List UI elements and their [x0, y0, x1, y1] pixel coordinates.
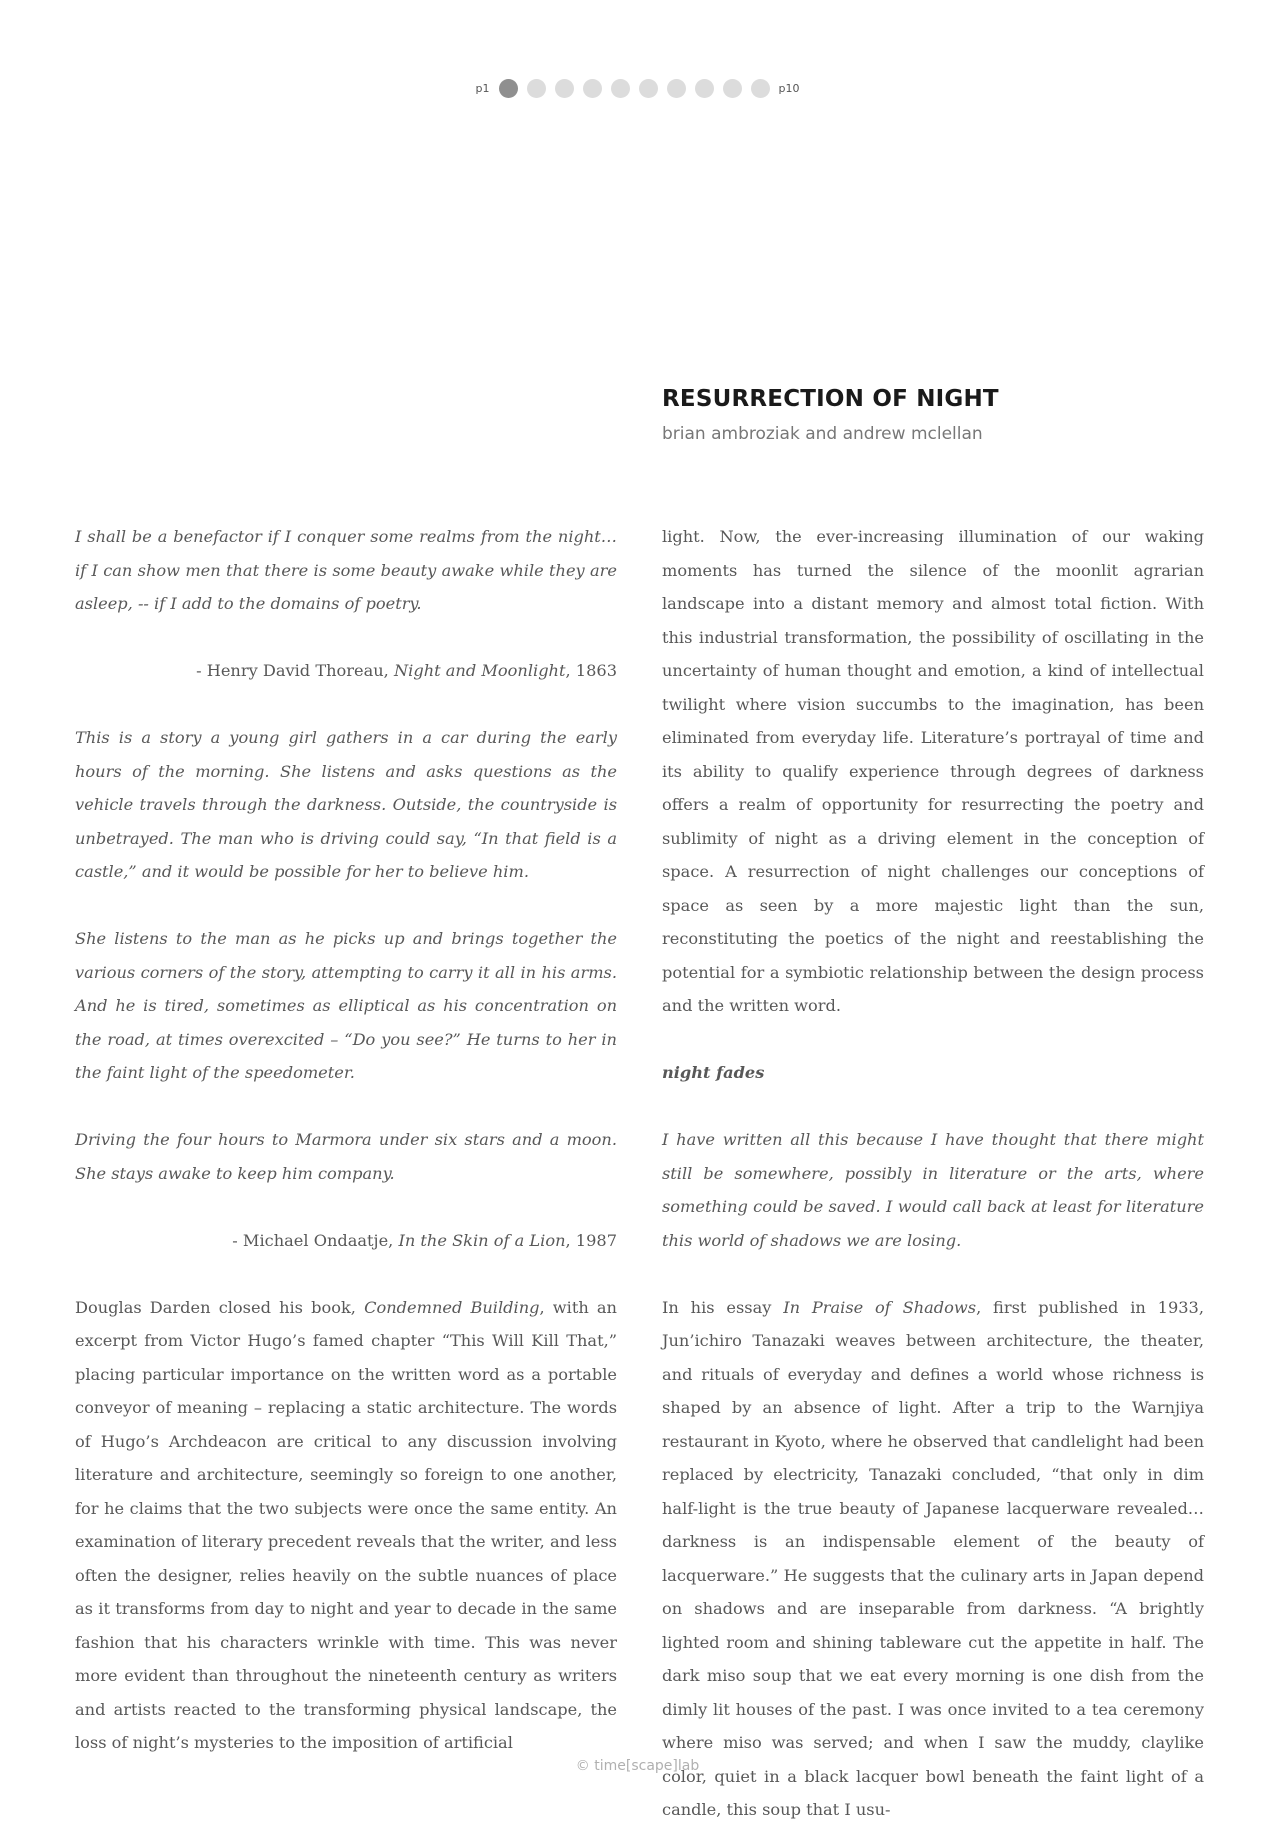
- thoreau-quote: I shall be a benefactor if I conquer some realms from the night…if I can show men that there is some beauty awake while they are asleep, -- if I add to the domains of poetry.: [75, 527, 617, 613]
- body-paragraph: [662, 1291, 1204, 1827]
- page-dot-9[interactable]: [723, 79, 742, 98]
- body-text: , with an excerpt from Victor Hugo’s famed chapter “This Will Kill That,” placing particular importance on the written word as a portable conveyor of meaning – replacing a static architecture. The words of Hugo’s Archdeacon are critical to any discussion involving literature and architecture, seemingly so foreign to one another, for he claims that the two subjects were once the same entity. An examination of literary precedent reveals that the writer, and less often the designer, relies heavily on the subtle nuances of place as it transforms from day to night and year to decade in the same fashion that his characters wrinkle with time. This was never more evident than throughout the nineteenth century as writers and artists reacted to the transforming physical landscape, the loss of night’s mysteries to the imposition of artificial: [75, 1297, 617, 1752]
- attribution-year: , 1863: [565, 661, 617, 680]
- left-column: [75, 520, 617, 1760]
- article-title: RESURRECTION OF NIGHT: [662, 386, 999, 412]
- page-navigator: [0, 76, 1275, 100]
- body-paragraph: light. Now, the ever-increasing illumination of our waking moments has turned the silence of the moonlit agrarian landscape into a distant memory and almost total fiction. With this industrial transformation, the possibility of oscillating in the uncertainty of human thought and emotion, a kind of intellectual twilight where vision succumbs to the imagination, has been eliminated from everyday life. Literature’s portrayal of time and its ability to qualify experience through degrees of darkness offers a realm of opportunity for resurrecting the poetry and sublimity of night as a driving element in the conception of space. A resurrection of night challenges our conceptions of space as seen by a more majestic light than the sun, reconstituting the poetics of the night and reestablishing the potential for a symbiotic relationship between the design process and the written word.: [662, 527, 1204, 1015]
- attribution-work-title: In the Skin of a Lion: [398, 1230, 566, 1250]
- ondaatje-quote-paragraph: Driving the four hours to Marmora under six stars and a moon. She stays awake to keep him company.: [75, 1130, 617, 1183]
- page-dot-5[interactable]: [611, 79, 630, 98]
- page-dot-1-current[interactable]: [499, 79, 518, 98]
- page-dot-7[interactable]: [667, 79, 686, 98]
- page-dot-2[interactable]: [527, 79, 546, 98]
- attribution-work-title: Night and Moonlight: [393, 661, 566, 680]
- ondaatje-quote-paragraph: This is a story a young girl gathers in a car during the early hours of the morning. She listens and asks questions as the vehicle travels through the darkness. Outside, the countryside is unbetrayed. The man who is driving could say, “In that field is a castle,” and it would be possible for her to believe him.: [75, 728, 617, 881]
- ondaatje-quote-paragraph: She listens to the man as he picks up and brings together the various corners of the story, attempting to carry it all in his arms. And he is tired, sometimes as elliptical as his concentration on the road, at times overexcited – “Do you see?” He turns to her in the faint light of the speedometer.: [75, 929, 617, 1082]
- book-title: Condemned Building: [364, 1297, 540, 1317]
- attribution-author: - Henry David Thoreau,: [196, 661, 394, 680]
- page-dot-10[interactable]: [751, 79, 770, 98]
- attribution-author: - Michael Ondaatje,: [232, 1230, 399, 1250]
- right-column: [662, 520, 1204, 1827]
- attribution-year: , 1987: [565, 1230, 617, 1250]
- essay-title: In Praise of Shadows: [783, 1297, 977, 1317]
- page-dot-6[interactable]: [639, 79, 658, 98]
- article-header: [662, 386, 1222, 444]
- article-authors: brian ambroziak and andrew mclellan: [662, 424, 983, 444]
- copyright-footer: © time[scape]lab: [575, 1758, 700, 1774]
- last-page-link[interactable]: p10: [778, 81, 800, 95]
- page-dot-3[interactable]: [555, 79, 574, 98]
- thoreau-attribution: [75, 654, 617, 688]
- body-text: , first published in 1933, Jun’ichiro Tanazaki weaves between architecture, the theater, and rituals of everyday and defines a world whose richness is shaped by an absence of light. After a trip to the Warnjiya restaurant in Kyoto, where he observed that candlelight had been replaced by electricity, Tanazaki concluded, “that only in dim half-light is the true beauty of Japanese lacquerware revealed… darkness is an indispensable element of the beauty of lacquerware.” He suggests that the culinary arts in Japan depend on shadows and are inseparable from darkness. “A brightly lighted room and shining tableware cut the appetite in half. The dark miso soup that we eat every morning is one dish from the dimly lit houses of the past. I was once invited to a tea ceremony where miso was served; and when I saw the muddy, claylike color, quiet in a black lacquer bowl beneath the faint light of a candle, this soup that I usu-: [662, 1297, 1205, 1819]
- ondaatje-attribution: [75, 1224, 617, 1258]
- first-page-link[interactable]: p1: [475, 81, 490, 95]
- page-dot-4[interactable]: [583, 79, 602, 98]
- body-text: In his essay: [662, 1297, 784, 1317]
- page-dot-8[interactable]: [695, 79, 714, 98]
- section-subheading: night fades: [662, 1063, 765, 1082]
- body-text: Douglas Darden closed his book,: [75, 1297, 365, 1317]
- tanizaki-quote: I have written all this because I have thought that there might still be somewhere, possibly in literature or the arts, where something could be saved. I would call back at least for literature this world of shadows we are losing.: [662, 1130, 1204, 1250]
- body-paragraph: [75, 1291, 617, 1760]
